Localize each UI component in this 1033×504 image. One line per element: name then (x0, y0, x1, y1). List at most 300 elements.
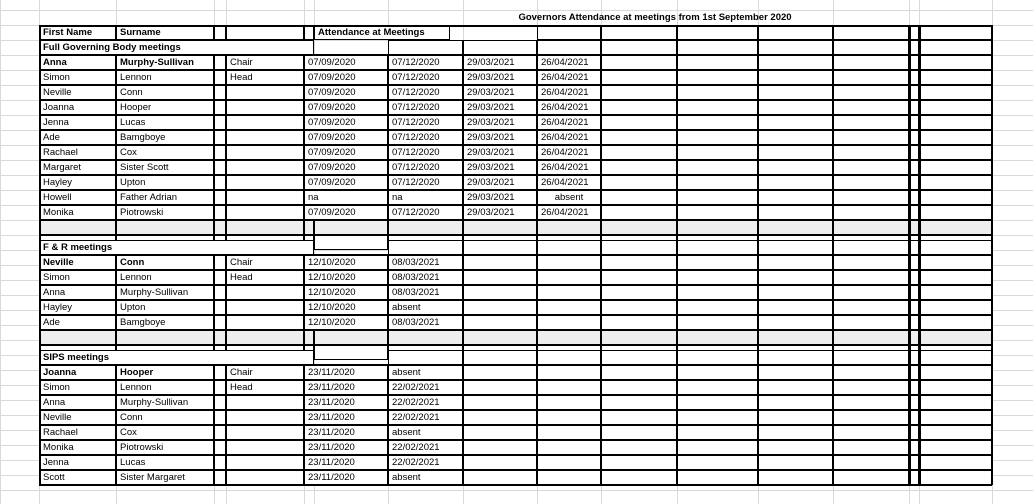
spacer-cell[interactable] (537, 330, 601, 345)
blank-cell[interactable] (601, 240, 677, 255)
blank-cell[interactable] (463, 40, 537, 55)
header-blank[interactable] (758, 25, 833, 40)
attendance-date-cell[interactable]: 26/04/2021 (537, 55, 601, 70)
attendance-date-cell[interactable]: 26/04/2021 (537, 85, 601, 100)
attendance-date-cell[interactable]: 22/02/2021 (388, 440, 463, 455)
first-name-cell[interactable]: Simon (39, 380, 116, 395)
blank-cell[interactable] (677, 145, 758, 160)
attendance-date-cell[interactable] (463, 380, 537, 395)
role-cell[interactable] (226, 410, 304, 425)
attendance-date-cell[interactable]: 23/11/2020 (304, 425, 388, 440)
role-cell[interactable] (226, 425, 304, 440)
blank-cell[interactable] (919, 455, 992, 470)
blank-cell[interactable] (758, 365, 833, 380)
header-blank[interactable] (919, 25, 992, 40)
blank-cell[interactable] (833, 255, 909, 270)
surname-cell[interactable]: Murphy-Sullivan (116, 395, 214, 410)
blank-cell[interactable] (758, 130, 833, 145)
attendance-date-cell[interactable]: na (388, 190, 463, 205)
blank-cell[interactable] (833, 85, 909, 100)
blank-cell[interactable] (601, 130, 677, 145)
attendance-date-cell[interactable]: 29/03/2021 (463, 175, 537, 190)
blank-cell[interactable] (919, 70, 992, 85)
blank-cell[interactable] (833, 395, 909, 410)
blank-cell[interactable] (758, 285, 833, 300)
blank-cell[interactable] (537, 350, 601, 365)
role-cell[interactable] (226, 145, 304, 160)
attendance-date-cell[interactable]: na (304, 190, 388, 205)
blank-cell[interactable] (758, 380, 833, 395)
surname-cell[interactable]: Bamgboye (116, 130, 214, 145)
blank-cell[interactable] (919, 55, 992, 70)
attendance-date-cell[interactable]: 07/09/2020 (304, 205, 388, 220)
spacer-cell[interactable] (39, 330, 116, 345)
blank-cell[interactable] (758, 40, 833, 55)
header-surname[interactable]: Surname (116, 25, 214, 40)
first-name-cell[interactable]: Rachael (39, 145, 116, 160)
attendance-date-cell[interactable] (463, 425, 537, 440)
blank-cell[interactable] (214, 145, 226, 160)
surname-cell[interactable]: Murphy-Sullivan (116, 55, 214, 70)
surname-cell[interactable]: Piotrowski (116, 440, 214, 455)
blank-cell[interactable] (677, 70, 758, 85)
blank-cell[interactable] (214, 425, 226, 440)
role-cell[interactable] (226, 160, 304, 175)
blank-cell[interactable] (919, 100, 992, 115)
blank-cell[interactable] (214, 395, 226, 410)
blank-cell[interactable] (214, 410, 226, 425)
first-name-cell[interactable]: Jenna (39, 455, 116, 470)
attendance-date-cell[interactable]: 07/09/2020 (304, 55, 388, 70)
attendance-date-cell[interactable]: 26/04/2021 (537, 70, 601, 85)
blank-cell[interactable] (758, 85, 833, 100)
attendance-date-cell[interactable]: 29/03/2021 (463, 115, 537, 130)
surname-cell[interactable]: Bamgboye (116, 315, 214, 330)
attendance-date-cell[interactable]: 23/11/2020 (304, 380, 388, 395)
blank-cell[interactable] (677, 470, 758, 485)
attendance-date-cell[interactable]: 07/09/2020 (304, 175, 388, 190)
spacer-cell[interactable] (214, 330, 226, 345)
role-cell[interactable]: Chair (226, 365, 304, 380)
attendance-date-cell[interactable]: 29/03/2021 (463, 160, 537, 175)
blank-cell[interactable] (677, 100, 758, 115)
surname-cell[interactable]: Lennon (116, 270, 214, 285)
spacer-cell[interactable] (39, 220, 116, 235)
blank-cell[interactable] (833, 240, 909, 255)
attendance-date-cell[interactable]: 23/11/2020 (304, 395, 388, 410)
header-first-name[interactable]: First Name (39, 25, 116, 40)
role-cell[interactable] (226, 100, 304, 115)
attendance-date-cell[interactable] (463, 410, 537, 425)
blank-cell[interactable] (833, 285, 909, 300)
attendance-date-cell[interactable]: 26/04/2021 (537, 115, 601, 130)
first-name-cell[interactable]: Anna (39, 285, 116, 300)
role-cell[interactable] (226, 470, 304, 485)
attendance-date-cell[interactable]: 22/02/2021 (388, 395, 463, 410)
blank-cell[interactable] (919, 160, 992, 175)
first-name-cell[interactable]: Monika (39, 440, 116, 455)
first-name-cell[interactable]: Simon (39, 70, 116, 85)
attendance-date-cell[interactable]: 29/03/2021 (463, 100, 537, 115)
attendance-date-cell[interactable]: 07/09/2020 (304, 115, 388, 130)
spacer-cell[interactable] (116, 220, 214, 235)
first-name-cell[interactable]: Neville (39, 85, 116, 100)
spacer-cell[interactable] (304, 220, 314, 235)
blank-cell[interactable] (214, 440, 226, 455)
spacer-cell[interactable] (601, 220, 677, 235)
blank-cell[interactable] (919, 395, 992, 410)
blank-cell[interactable] (833, 410, 909, 425)
attendance-date-cell[interactable]: 22/02/2021 (388, 380, 463, 395)
first-name-cell[interactable]: Scott (39, 470, 116, 485)
surname-cell[interactable]: Hooper (116, 100, 214, 115)
blank-cell[interactable] (601, 315, 677, 330)
surname-cell[interactable]: Upton (116, 175, 214, 190)
attendance-date-cell[interactable]: 07/12/2020 (388, 85, 463, 100)
role-cell[interactable] (226, 315, 304, 330)
attendance-date-cell[interactable]: 26/04/2021 (537, 130, 601, 145)
blank-cell[interactable] (919, 205, 992, 220)
surname-cell[interactable]: Hooper (116, 365, 214, 380)
blank-cell[interactable] (601, 115, 677, 130)
spacer-cell[interactable] (214, 220, 226, 235)
spacer-cell[interactable] (919, 330, 992, 345)
surname-cell[interactable]: Cox (116, 425, 214, 440)
blank-cell[interactable] (758, 115, 833, 130)
header-blank[interactable] (537, 25, 601, 40)
header-blank[interactable] (214, 25, 226, 40)
blank-cell[interactable] (919, 350, 992, 365)
spacer-cell[interactable] (758, 220, 833, 235)
spacer-cell[interactable] (677, 330, 758, 345)
spacer-cell[interactable] (677, 220, 758, 235)
blank-cell[interactable] (677, 270, 758, 285)
blank-cell[interactable] (677, 365, 758, 380)
attendance-date-cell[interactable]: absent (537, 190, 601, 205)
spacer-cell[interactable] (116, 330, 214, 345)
blank-cell[interactable] (919, 40, 992, 55)
blank-cell[interactable] (758, 255, 833, 270)
blank-cell[interactable] (833, 40, 909, 55)
blank-cell[interactable] (677, 40, 758, 55)
attendance-date-cell[interactable]: 29/03/2021 (463, 145, 537, 160)
first-name-cell[interactable]: Ade (39, 315, 116, 330)
spacer-cell[interactable] (388, 330, 463, 345)
attendance-date-cell[interactable]: 08/03/2021 (388, 285, 463, 300)
blank-cell[interactable] (388, 40, 463, 55)
attendance-date-cell[interactable]: 07/09/2020 (304, 70, 388, 85)
blank-cell[interactable] (214, 455, 226, 470)
blank-cell[interactable] (919, 425, 992, 440)
blank-cell[interactable] (919, 145, 992, 160)
attendance-date-cell[interactable]: absent (388, 365, 463, 380)
blank-cell[interactable] (677, 240, 758, 255)
attendance-date-cell[interactable]: 07/09/2020 (304, 145, 388, 160)
blank-cell[interactable] (463, 240, 537, 255)
attendance-date-cell[interactable] (537, 270, 601, 285)
blank-cell[interactable] (677, 205, 758, 220)
blank-cell[interactable] (677, 350, 758, 365)
spacer-cell[interactable] (833, 330, 909, 345)
surname-cell[interactable]: Conn (116, 255, 214, 270)
first-name-cell[interactable]: Howell (39, 190, 116, 205)
attendance-date-cell[interactable] (463, 470, 537, 485)
surname-cell[interactable]: Murphy-Sullivan (116, 285, 214, 300)
blank-cell[interactable] (214, 285, 226, 300)
blank-cell[interactable] (463, 350, 537, 365)
blank-cell[interactable] (833, 190, 909, 205)
surname-cell[interactable]: Father Adrian (116, 190, 214, 205)
blank-cell[interactable] (833, 315, 909, 330)
surname-cell[interactable]: Lennon (116, 380, 214, 395)
blank-cell[interactable] (601, 100, 677, 115)
role-cell[interactable]: Head (226, 270, 304, 285)
attendance-date-cell[interactable]: 12/10/2020 (304, 270, 388, 285)
blank-cell[interactable] (601, 190, 677, 205)
blank-cell[interactable] (677, 440, 758, 455)
attendance-date-cell[interactable]: 23/11/2020 (304, 455, 388, 470)
attendance-date-cell[interactable]: 12/10/2020 (304, 255, 388, 270)
attendance-date-cell[interactable]: 26/04/2021 (537, 100, 601, 115)
blank-cell[interactable] (919, 380, 992, 395)
attendance-date-cell[interactable]: 07/12/2020 (388, 70, 463, 85)
first-name-cell[interactable]: Hayley (39, 175, 116, 190)
attendance-date-cell[interactable]: 07/09/2020 (304, 160, 388, 175)
attendance-date-cell[interactable] (537, 285, 601, 300)
attendance-date-cell[interactable] (463, 285, 537, 300)
attendance-date-cell[interactable] (537, 440, 601, 455)
attendance-date-cell[interactable] (463, 365, 537, 380)
blank-cell[interactable] (601, 365, 677, 380)
blank-cell[interactable] (677, 380, 758, 395)
blank-cell[interactable] (833, 160, 909, 175)
blank-cell[interactable] (919, 270, 992, 285)
blank-cell[interactable] (388, 350, 463, 365)
blank-cell[interactable] (919, 255, 992, 270)
blank-cell[interactable] (214, 130, 226, 145)
blank-cell[interactable] (758, 410, 833, 425)
blank-cell[interactable] (833, 440, 909, 455)
blank-cell[interactable] (677, 130, 758, 145)
blank-cell[interactable] (833, 300, 909, 315)
surname-cell[interactable]: Sister Scott (116, 160, 214, 175)
blank-cell[interactable] (677, 285, 758, 300)
attendance-date-cell[interactable]: 29/03/2021 (463, 85, 537, 100)
attendance-date-cell[interactable]: 12/10/2020 (304, 315, 388, 330)
blank-cell[interactable] (214, 255, 226, 270)
attendance-date-cell[interactable]: 26/04/2021 (537, 145, 601, 160)
attendance-date-cell[interactable]: 07/12/2020 (388, 115, 463, 130)
role-cell[interactable] (226, 395, 304, 410)
first-name-cell[interactable]: Hayley (39, 300, 116, 315)
blank-cell[interactable] (214, 365, 226, 380)
blank-cell[interactable] (214, 380, 226, 395)
first-name-cell[interactable]: Jenna (39, 115, 116, 130)
blank-cell[interactable] (601, 455, 677, 470)
blank-cell[interactable] (833, 425, 909, 440)
blank-cell[interactable] (601, 255, 677, 270)
attendance-date-cell[interactable]: 07/12/2020 (388, 145, 463, 160)
role-cell[interactable] (226, 455, 304, 470)
attendance-date-cell[interactable] (463, 255, 537, 270)
attendance-date-cell[interactable]: 22/02/2021 (388, 410, 463, 425)
blank-cell[interactable] (601, 440, 677, 455)
blank-cell[interactable] (601, 270, 677, 285)
header-blank[interactable] (677, 25, 758, 40)
header-attendance[interactable]: Attendance at Meetings (314, 25, 450, 40)
blank-cell[interactable] (537, 40, 601, 55)
attendance-date-cell[interactable]: 23/11/2020 (304, 410, 388, 425)
role-cell[interactable] (226, 285, 304, 300)
surname-cell[interactable]: Upton (116, 300, 214, 315)
blank-cell[interactable] (758, 470, 833, 485)
blank-cell[interactable] (601, 395, 677, 410)
first-name-cell[interactable]: Neville (39, 410, 116, 425)
attendance-date-cell[interactable] (537, 455, 601, 470)
attendance-date-cell[interactable] (463, 440, 537, 455)
blank-cell[interactable] (214, 175, 226, 190)
attendance-date-cell[interactable]: 07/12/2020 (388, 205, 463, 220)
header-role[interactable] (226, 25, 304, 40)
blank-cell[interactable] (601, 175, 677, 190)
attendance-date-cell[interactable]: 07/12/2020 (388, 55, 463, 70)
blank-cell[interactable] (758, 270, 833, 285)
first-name-cell[interactable]: Monika (39, 205, 116, 220)
blank-cell[interactable] (601, 425, 677, 440)
attendance-date-cell[interactable]: 23/11/2020 (304, 440, 388, 455)
blank-cell[interactable] (833, 470, 909, 485)
attendance-date-cell[interactable] (537, 300, 601, 315)
blank-cell[interactable] (601, 300, 677, 315)
attendance-date-cell[interactable]: 23/11/2020 (304, 470, 388, 485)
role-cell[interactable] (226, 115, 304, 130)
blank-cell[interactable] (677, 175, 758, 190)
attendance-date-cell[interactable] (537, 315, 601, 330)
blank-cell[interactable] (833, 175, 909, 190)
attendance-date-cell[interactable]: 08/03/2021 (388, 315, 463, 330)
blank-cell[interactable] (919, 130, 992, 145)
blank-cell[interactable] (601, 85, 677, 100)
first-name-cell[interactable]: Joanna (39, 365, 116, 380)
blank-cell[interactable] (214, 115, 226, 130)
blank-cell[interactable] (677, 115, 758, 130)
attendance-date-cell[interactable]: 29/03/2021 (463, 205, 537, 220)
role-cell[interactable] (226, 440, 304, 455)
surname-cell[interactable]: Cox (116, 145, 214, 160)
spacer-cell[interactable] (601, 330, 677, 345)
blank-cell[interactable] (758, 160, 833, 175)
blank-cell[interactable] (833, 205, 909, 220)
spacer-cell[interactable] (388, 220, 463, 235)
blank-cell[interactable] (758, 190, 833, 205)
attendance-date-cell[interactable]: 23/11/2020 (304, 365, 388, 380)
first-name-cell[interactable]: Anna (39, 395, 116, 410)
spacer-cell[interactable] (919, 220, 992, 235)
spacer-cell[interactable] (314, 220, 388, 235)
attendance-date-cell[interactable] (537, 410, 601, 425)
blank-cell[interactable] (919, 285, 992, 300)
blank-cell[interactable] (601, 410, 677, 425)
section-heading[interactable]: SIPS meetings (39, 350, 314, 365)
attendance-date-cell[interactable] (537, 425, 601, 440)
attendance-date-cell[interactable] (463, 315, 537, 330)
blank-cell[interactable] (919, 240, 992, 255)
attendance-date-cell[interactable]: 07/09/2020 (304, 130, 388, 145)
blank-cell[interactable] (677, 160, 758, 175)
role-cell[interactable]: Chair (226, 255, 304, 270)
first-name-cell[interactable]: Simon (39, 270, 116, 285)
attendance-date-cell[interactable] (463, 270, 537, 285)
blank-cell[interactable] (833, 115, 909, 130)
blank-cell[interactable] (601, 40, 677, 55)
blank-cell[interactable] (758, 440, 833, 455)
blank-cell[interactable] (214, 55, 226, 70)
attendance-date-cell[interactable] (537, 470, 601, 485)
attendance-date-cell[interactable]: 29/03/2021 (463, 55, 537, 70)
blank-cell[interactable] (919, 470, 992, 485)
surname-cell[interactable]: Sister Margaret (116, 470, 214, 485)
blank-cell[interactable] (919, 365, 992, 380)
blank-cell[interactable] (677, 425, 758, 440)
attendance-date-cell[interactable]: 12/10/2020 (304, 300, 388, 315)
attendance-date-cell[interactable] (463, 455, 537, 470)
attendance-date-cell[interactable]: 07/09/2020 (304, 100, 388, 115)
blank-cell[interactable] (214, 160, 226, 175)
blank-cell[interactable] (833, 365, 909, 380)
header-blank[interactable] (304, 25, 314, 40)
blank-cell[interactable] (601, 350, 677, 365)
attendance-date-cell[interactable]: absent (388, 425, 463, 440)
attendance-date-cell[interactable]: 07/12/2020 (388, 175, 463, 190)
attendance-date-cell[interactable] (537, 380, 601, 395)
blank-cell[interactable] (601, 55, 677, 70)
blank-cell[interactable] (601, 285, 677, 300)
blank-cell[interactable] (758, 70, 833, 85)
blank-cell[interactable] (214, 85, 226, 100)
blank-cell[interactable] (833, 145, 909, 160)
blank-cell[interactable] (758, 205, 833, 220)
blank-cell[interactable] (919, 115, 992, 130)
blank-cell[interactable] (833, 130, 909, 145)
spacer-cell[interactable] (758, 330, 833, 345)
attendance-date-cell[interactable]: 07/12/2020 (388, 100, 463, 115)
spacer-cell[interactable] (226, 330, 304, 345)
spacer-cell[interactable] (314, 330, 388, 345)
blank-cell[interactable] (758, 100, 833, 115)
role-cell[interactable]: Chair (226, 55, 304, 70)
blank-cell[interactable] (833, 270, 909, 285)
header-blank[interactable] (601, 25, 677, 40)
role-cell[interactable] (226, 85, 304, 100)
attendance-date-cell[interactable]: 08/03/2021 (388, 270, 463, 285)
blank-cell[interactable] (758, 240, 833, 255)
blank-cell[interactable] (677, 55, 758, 70)
role-cell[interactable] (226, 205, 304, 220)
spacer-cell[interactable] (226, 220, 304, 235)
surname-cell[interactable]: Lucas (116, 455, 214, 470)
blank-cell[interactable] (601, 205, 677, 220)
attendance-date-cell[interactable]: 26/04/2021 (537, 160, 601, 175)
blank-cell[interactable] (758, 300, 833, 315)
attendance-date-cell[interactable]: 29/03/2021 (463, 190, 537, 205)
blank-cell[interactable] (537, 240, 601, 255)
blank-cell[interactable] (214, 470, 226, 485)
first-name-cell[interactable]: Ade (39, 130, 116, 145)
attendance-date-cell[interactable]: 26/04/2021 (537, 205, 601, 220)
blank-cell[interactable] (214, 100, 226, 115)
attendance-date-cell[interactable]: 29/03/2021 (463, 130, 537, 145)
first-name-cell[interactable]: Rachael (39, 425, 116, 440)
